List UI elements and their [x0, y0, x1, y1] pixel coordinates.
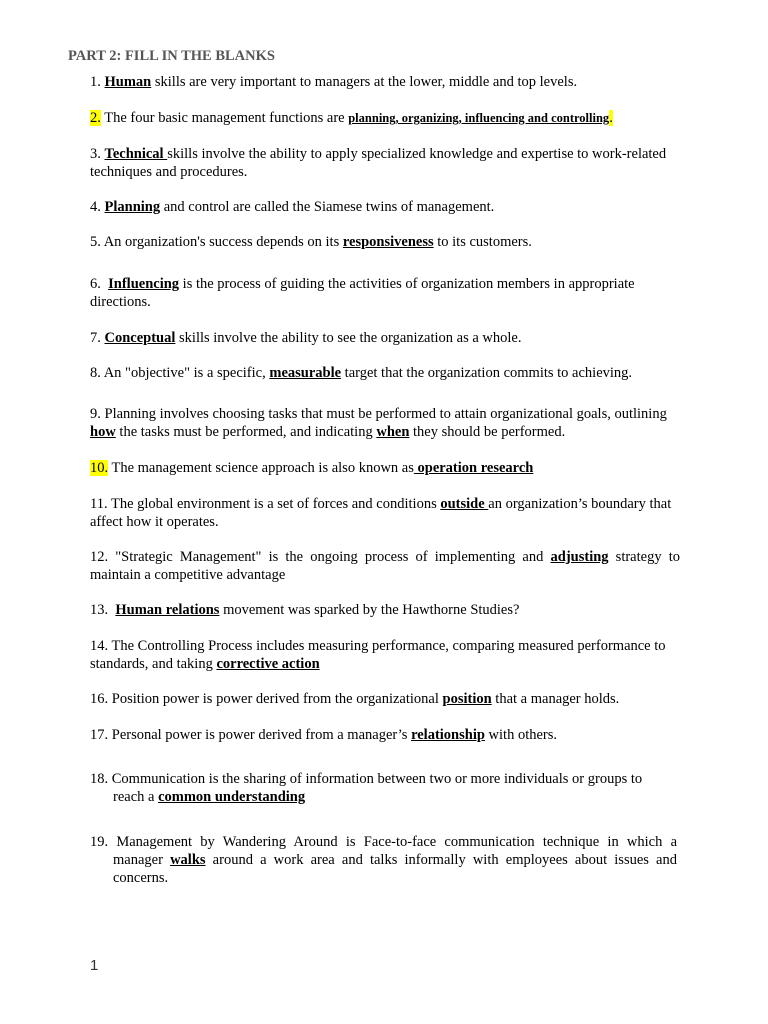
question-11: 11. The global environment is a set of forces and conditions outside an organization’s boundary that affect how it operates.: [90, 496, 672, 530]
question-number: 17.: [90, 727, 109, 743]
answer-blank: relationship: [411, 727, 485, 743]
question-3: 3. Technical skills involve the ability to apply specialized knowledge and expertise to work-related techniques and procedures.: [90, 146, 667, 180]
question-17: 17. Personal power is power derived from a manager’s relationship with others.: [90, 727, 558, 743]
question-1: 1. Human skills are very important to managers at the lower, middle and top levels.: [90, 74, 578, 90]
question-number: 2.: [90, 110, 101, 126]
answer-blank: adjusting: [550, 549, 609, 565]
answer-blank: when: [376, 424, 410, 440]
question-number: 6.: [90, 276, 101, 292]
question-number: 16.: [90, 691, 109, 707]
answer-blank: how: [90, 424, 116, 440]
question-number: 5.: [90, 234, 101, 250]
question-18: 18. Communication is the sharing of information between two or more individuals or groups to reach a common understanding: [90, 771, 643, 805]
question-number: 14.: [90, 638, 109, 654]
question-19: 19. Management by Wandering Around is Face-to-face communication technique in which a manager walks around a work area and talks informally with employees about issues and concerns.: [90, 834, 677, 886]
question-number: 12.: [90, 549, 109, 565]
question-number: 11.: [90, 496, 108, 512]
question-number: 4.: [90, 199, 101, 215]
question-13: 13. Human relations movement was sparked by the Hawthorne Studies?: [90, 602, 520, 618]
page-number: 1: [90, 957, 99, 974]
answer-blank: position: [442, 691, 492, 707]
question-12: 12. "Strategic Management" is the ongoing process of implementing and adjusting strategy to maintain a competitive advantage: [90, 549, 680, 583]
question-6: 6. Influencing is the process of guiding the activities of organization members in appropriate directions.: [90, 276, 639, 310]
question-4: 4. Planning and control are called the Siamese twins of management.: [90, 199, 495, 215]
answer-blank: measurable: [269, 365, 342, 381]
answer-blank: planning, organizing, influencing and controlling: [348, 111, 610, 125]
answer-blank: responsiveness: [342, 234, 434, 250]
question-2: 2. The four basic management functions are planning, organizing, influencing and controlling.: [90, 110, 613, 126]
question-number: 3.: [90, 146, 101, 162]
answer-blank: Influencing: [108, 276, 180, 292]
answer-blank: corrective action: [216, 656, 320, 672]
question-7: 7. Conceptual skills involve the ability to see the organization as a whole.: [90, 330, 522, 346]
question-10: 10. The management science approach is also known as operation research: [90, 460, 534, 476]
question-number: 18.: [90, 771, 109, 787]
question-14: 14. The Controlling Process includes measuring performance, comparing measured performance to standards, and taking corrective action: [90, 638, 666, 672]
answer-blank: operation research: [413, 460, 534, 476]
answer-blank: Human relations: [115, 602, 220, 618]
question-8: 8. An "objective" is a specific, measurable target that the organization commits to achieving.: [90, 365, 633, 381]
question-number: 1.: [90, 74, 101, 90]
question-number: 9.: [90, 406, 101, 422]
answer-blank: Human: [104, 74, 152, 90]
answer-blank: outside: [440, 496, 489, 512]
question-number: 10.: [90, 460, 109, 476]
answer-blank: walks: [170, 852, 206, 868]
answer-blank: Technical: [104, 146, 168, 162]
section-heading: PART 2: FILL IN THE BLANKS: [68, 48, 275, 64]
question-16: 16. Position power is power derived from the organizational position that a manager holds.: [90, 691, 620, 707]
question-5: 5. An organization's success depends on its responsiveness to its customers.: [90, 234, 532, 250]
question-number: 19.: [90, 834, 109, 850]
question-number: 8.: [90, 365, 101, 381]
answer-blank: common understanding: [158, 789, 306, 805]
answer-blank: Conceptual: [104, 330, 176, 346]
question-9: 9. Planning involves choosing tasks that must be performed to attain organizational goals, outlining how the tasks must be performed, and indicating when they should be performed.: [90, 406, 667, 440]
question-number: 13.: [90, 602, 109, 618]
question-number: 7.: [90, 330, 101, 346]
answer-blank: Planning: [104, 199, 161, 215]
